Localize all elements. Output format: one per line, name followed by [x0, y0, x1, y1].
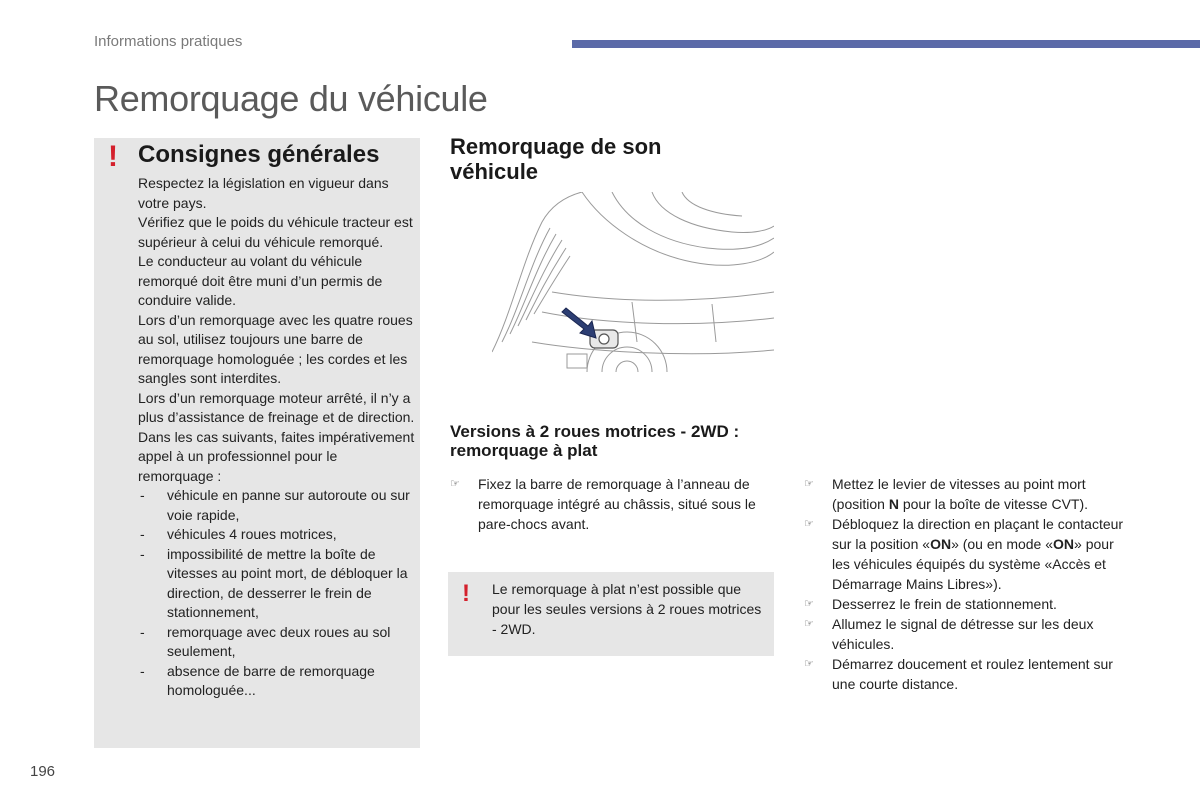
- step-text: Débloquez la direction en plaçant le contacteur sur la position «: [832, 516, 1124, 552]
- instruction-paragraph: Dans les cas suivants, faites impérativement appel à un professionnel pour le remorquage :: [138, 428, 415, 484]
- dash-bullet: -: [140, 623, 145, 640]
- list-item: [138, 545, 416, 623]
- step-text: » (ou en mode «: [951, 536, 1054, 552]
- list-item: [138, 662, 416, 701]
- instruction-paragraph: Le conducteur au volant du véhicule remorqué doit être muni d’un permis de conduire valide.: [138, 253, 383, 308]
- flat-towing-note-text: Le remorquage à plat n’est possible que pour les seules versions à 2 roues motrices - 2WD.: [492, 581, 762, 637]
- dash-bullet: -: [140, 545, 145, 562]
- dash-bullet: -: [140, 662, 145, 679]
- step-text: pour la boîte de vitesse CVT).: [898, 496, 1089, 512]
- section-label: Informations pratiques: [94, 33, 243, 50]
- two-wheel-drive-subheading: Versions à 2 roues motrices - 2WD : remorquage à plat: [450, 422, 740, 460]
- header-accent-bar: [572, 40, 1200, 48]
- list-item: [804, 474, 1134, 514]
- pointing-hand-icon: ☞: [804, 478, 814, 490]
- pointing-hand-icon: ☞: [450, 478, 460, 490]
- pointing-hand-icon: ☞: [804, 518, 814, 530]
- instruction-paragraph: Vérifiez que le poids du véhicule tracteur est supérieur à celui du véhicule remorqué.: [138, 214, 413, 250]
- towing-steps-column-2: [804, 474, 1134, 694]
- ignition-position-label: ON: [930, 536, 952, 552]
- list-item: [450, 474, 780, 534]
- list-item: [804, 514, 1134, 594]
- pointing-hand-icon: ☞: [804, 598, 814, 610]
- pointing-hand-icon: ☞: [804, 658, 814, 670]
- list-item-text: véhicules 4 roues motrices,: [167, 526, 337, 542]
- list-item: [138, 486, 416, 525]
- towing-steps-column-1: [450, 474, 780, 534]
- step-text: Mettez le levier de vitesses au point mort (position: [832, 476, 1086, 512]
- list-item: [138, 525, 416, 545]
- step-text: Démarrez doucement et roulez lentement sur une courte distance.: [832, 656, 1113, 692]
- list-item: [804, 614, 1134, 654]
- list-item: [804, 654, 1134, 694]
- list-item: [138, 623, 416, 662]
- list-item: [804, 594, 1134, 614]
- professional-cases-list: [138, 486, 416, 701]
- instruction-paragraph: Respectez la législation en vigueur dans votre pays.: [138, 175, 389, 211]
- gear-position-label: N: [888, 496, 899, 512]
- step-text: Fixez la barre de remorquage à l’anneau de remorquage intégré au châssis, situé sous le pare-chocs avant.: [478, 476, 756, 532]
- page-number: 196: [30, 763, 56, 780]
- ignition-position-label: ON: [1053, 536, 1075, 552]
- towing-eye-illustration: [492, 192, 774, 372]
- page-title: Remorquage du véhicule: [94, 78, 488, 119]
- list-item-text: remorquage avec deux roues au sol seulement,: [167, 623, 391, 659]
- general-instructions-heading: Consignes générales: [138, 141, 380, 168]
- step-text: Desserrez le frein de stationnement.: [832, 596, 1057, 612]
- list-item-text: absence de barre de remorquage homologuée...: [167, 662, 375, 698]
- towing-heading: Remorquage de son véhicule: [450, 134, 662, 184]
- general-instructions-body: [138, 174, 416, 701]
- warning-icon: !: [108, 140, 118, 173]
- pointing-hand-icon: ☞: [804, 618, 814, 630]
- list-item-text: véhicule en panne sur autoroute ou sur voie rapide,: [167, 487, 410, 523]
- instruction-paragraph: Lors d’un remorquage moteur arrêté, il n’y a plus d’assistance de freinage et de direction.: [138, 389, 415, 425]
- step-text: Allumez le signal de détresse sur les deux véhicules.: [832, 616, 1094, 652]
- instruction-paragraph: Lors d’un remorquage avec les quatre roues au sol, utilisez toujours une barre de remorquage homologuée ; les cordes et les sangles sont interdites.: [138, 311, 413, 386]
- step-text: » pour les véhicules équipés du système «Accès et Démarrage Mains Libres»).: [832, 536, 1114, 592]
- warning-icon: !: [462, 580, 470, 607]
- list-item-text: impossibilité de mettre la boîte de vitesses au point mort, de débloquer la direction, de desserrer le frein de stationnement,: [167, 545, 408, 620]
- dash-bullet: -: [140, 487, 145, 503]
- dash-bullet: -: [140, 526, 145, 542]
